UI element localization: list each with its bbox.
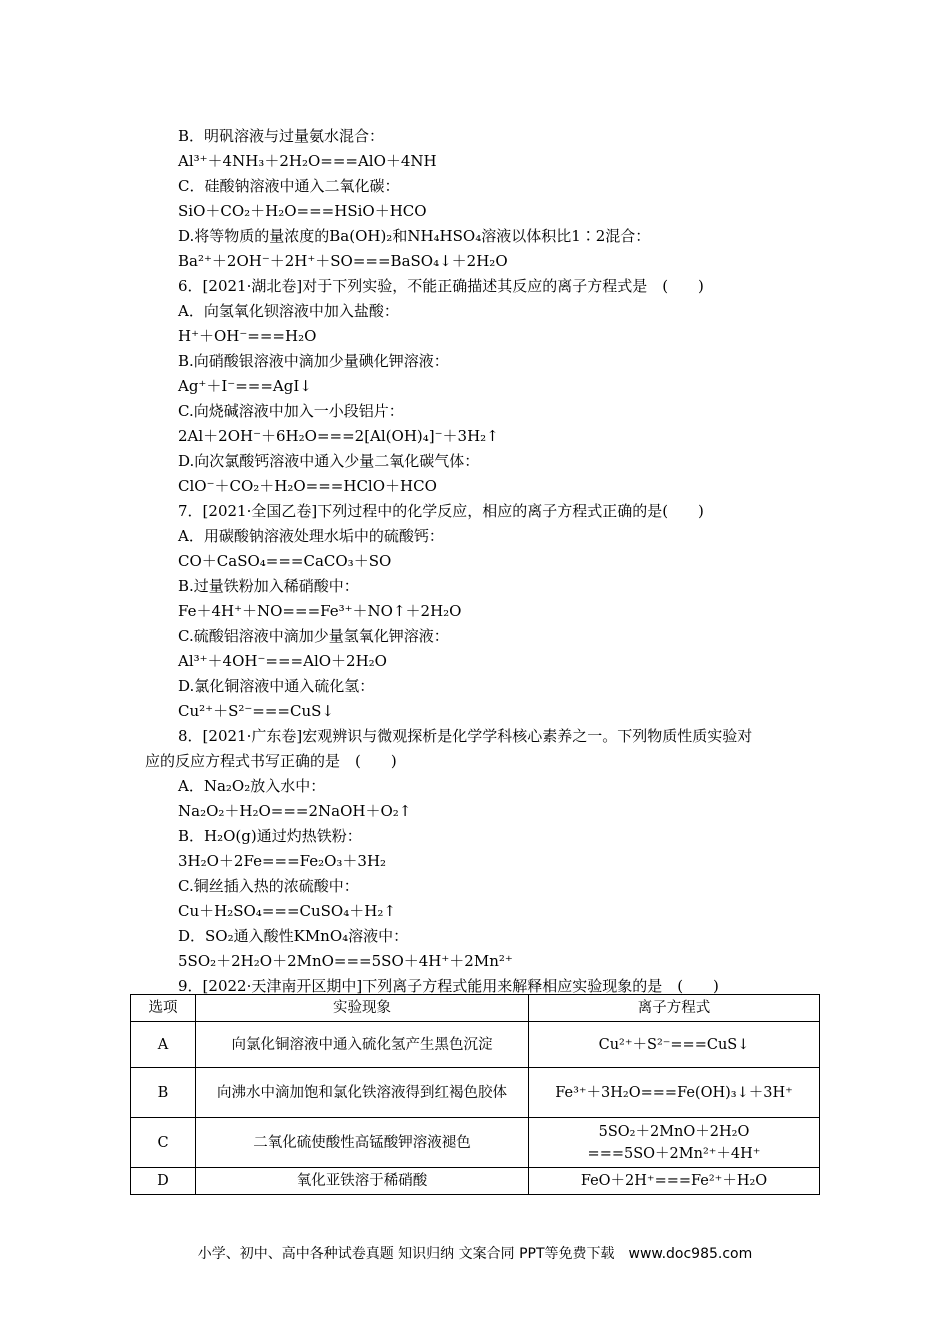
text-line: 9．[2022·天津南开区期中]下列离子方程式能用来解释相应实验现象的是 ( ): [178, 977, 719, 995]
table-row: [131, 1168, 820, 1195]
table-header-row: [131, 995, 820, 1022]
header-equation: 离子方程式: [529, 995, 820, 1022]
footer-text: 小学、初中、高中各种试卷真题 知识归纳 文案合同 PPT等免费下载: [197, 1246, 615, 1262]
text-line: D.氯化铜溶液中通入硫化氢：: [178, 677, 375, 695]
text-line: Fe＋4H⁺＋NO===Fe³⁺＋NO↑＋2H₂O: [178, 602, 462, 620]
text-line: B.向硝酸银溶液中滴加少量碘化钾溶液：: [178, 352, 449, 370]
question-9-table: [130, 994, 820, 1195]
text-line: A．用碳酸钠溶液处理水垢中的硫酸钙：: [178, 527, 444, 545]
row-equation: FeO＋2H⁺===Fe²⁺＋H₂O: [529, 1168, 820, 1195]
text-line: B．明矾溶液与过量氨水混合：: [178, 127, 385, 145]
header-option: 选项: [131, 995, 196, 1022]
text-line: Cu＋H₂SO₄===CuSO₄＋H₂↑: [178, 902, 396, 920]
text-line: 2Al＋2OH⁻＋6H₂O===2[Al(OH)₄]⁻＋3H₂↑: [178, 427, 499, 445]
text-line: Na₂O₂＋H₂O===2NaOH＋O₂↑: [178, 802, 412, 820]
text-line: 3H₂O＋2Fe===Fe₂O₃＋3H₂: [178, 852, 387, 870]
text-line: D.将等物质的量浓度的Ba(OH)₂和NH₄HSO₄溶液以体积比1∶2混合：: [178, 227, 651, 245]
text-line: B.过量铁粉加入稀硝酸中：: [178, 577, 359, 595]
text-line: 6．[2021·湖北卷]对于下列实验，不能正确描述其反应的离子方程式是 ( ): [178, 277, 704, 295]
row-option: C: [131, 1118, 196, 1168]
text-line: B．H₂O(g)通过灼热铁粉：: [178, 827, 362, 845]
page-footer: [0, 1243, 950, 1263]
text-line: C.铜丝插入热的浓硫酸中：: [178, 877, 359, 895]
row-equation: Fe³⁺＋3H₂O===Fe(OH)₃↓＋3H⁺: [529, 1068, 820, 1118]
row-option: A: [131, 1022, 196, 1068]
text-line: Al³⁺＋4NH₃＋2H₂O===AlO＋4NH: [178, 152, 437, 170]
footer-url: www.doc985.com: [628, 1246, 753, 1262]
text-line: C.硫酸铝溶液中滴加少量氢氧化钾溶液：: [178, 627, 449, 645]
text-line: 8．[2021·广东卷]宏观辨识与微观探析是化学学科核心素养之一。下列物质性质实验对: [178, 727, 753, 745]
text-line: 7．[2021·全国乙卷]下列过程中的化学反应，相应的离子方程式正确的是( ): [178, 502, 704, 520]
text-line: A．向氢氧化钡溶液中加入盐酸：: [178, 302, 399, 320]
question-text: [145, 124, 825, 999]
text-line: SiO＋CO₂＋H₂O===HSiO＋HCO: [178, 202, 427, 220]
table-row: [131, 1022, 820, 1068]
row-option: B: [131, 1068, 196, 1118]
row-phenomenon: 向沸水中滴加饱和氯化铁溶液得到红褐色胶体: [196, 1068, 529, 1118]
row-equation: Cu²⁺＋S²⁻===CuS↓: [529, 1022, 820, 1068]
table-row: [131, 1118, 820, 1168]
text-line: 5SO₂＋2H₂O＋2MnO===5SO＋4H⁺＋2Mn²⁺: [178, 952, 513, 970]
row-phenomenon: 氧化亚铁溶于稀硝酸: [196, 1168, 529, 1195]
row-phenomenon: 向氯化铜溶液中通入硫化氢产生黑色沉淀: [196, 1022, 529, 1068]
text-line: 应的反应方程式书写正确的是 ( ): [145, 752, 397, 770]
text-line: C．硅酸钠溶液中通入二氧化碳：: [178, 177, 400, 195]
text-line: Ba²⁺＋2OH⁻＋2H⁺＋SO===BaSO₄↓＋2H₂O: [178, 252, 508, 270]
row-equation: 5SO₂＋2MnO＋2H₂O ===5SO＋2Mn²⁺＋4H⁺: [529, 1118, 820, 1168]
text-line: CO＋CaSO₄===CaCO₃＋SO: [178, 552, 392, 570]
text-line: Ag⁺＋I⁻===AgI↓: [178, 377, 312, 395]
header-phenomenon: 实验现象: [196, 995, 529, 1022]
text-line: D.向次氯酸钙溶液中通入少量二氧化碳气体：: [178, 452, 480, 470]
text-line: ClO⁻＋CO₂＋H₂O===HClO＋HCO: [178, 477, 437, 495]
text-line: D．SO₂通入酸性KMnO₄溶液中：: [178, 927, 409, 945]
row-phenomenon: 二氧化硫使酸性高锰酸钾溶液褪色: [196, 1118, 529, 1168]
text-line: C.向烧碱溶液中加入一小段铝片：: [178, 402, 404, 420]
text-line: A．Na₂O₂放入水中：: [178, 777, 326, 795]
text-line: Cu²⁺＋S²⁻===CuS↓: [178, 702, 334, 720]
text-line: H⁺＋OH⁻===H₂O: [178, 327, 317, 345]
text-line: Al³⁺＋4OH⁻===AlO＋2H₂O: [178, 652, 387, 670]
row-option: D: [131, 1168, 196, 1195]
table-row: [131, 1068, 820, 1118]
